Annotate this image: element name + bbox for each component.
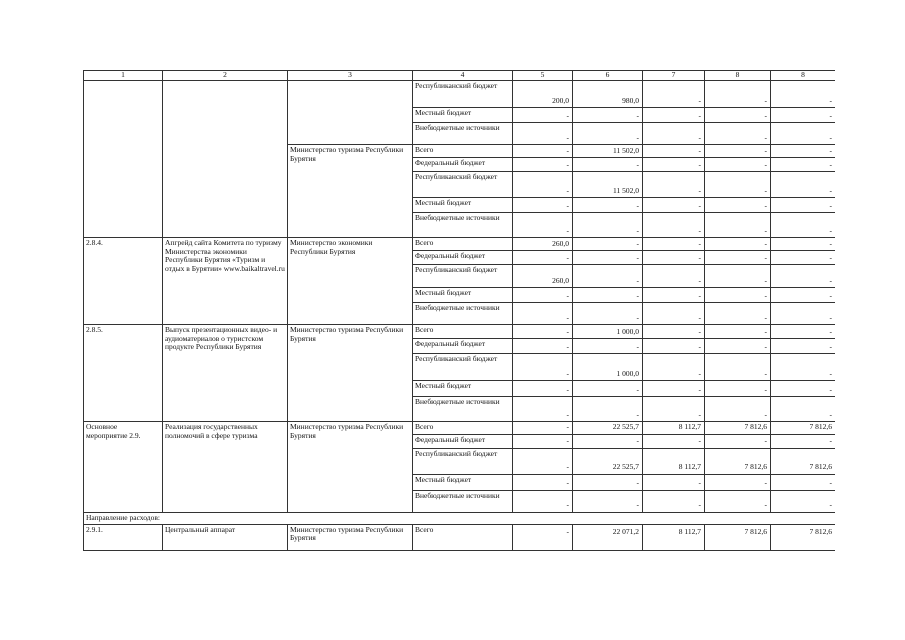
amount-cell: 22 525,7: [573, 448, 643, 474]
amount-cell: -: [513, 213, 573, 238]
measure-code: 2.8.5.: [84, 325, 163, 422]
amount-cell: -: [643, 238, 705, 251]
amount-cell: -: [705, 145, 771, 158]
amount-cell: -: [705, 474, 771, 490]
funding-source: Внебюджетные источники: [413, 490, 513, 512]
amount-cell: -: [771, 381, 836, 397]
amount-cell: -: [771, 213, 836, 238]
amount-cell: -: [771, 172, 836, 198]
amount-cell: -: [513, 123, 573, 145]
amount-cell: -: [705, 490, 771, 512]
amount-cell: -: [771, 303, 836, 325]
amount-cell: -: [513, 325, 573, 339]
amount-cell: -: [513, 198, 573, 213]
amount-cell: -: [771, 251, 836, 265]
amount-cell: 8 112,7: [643, 448, 705, 474]
amount-cell: -: [643, 381, 705, 397]
amount-cell: 8 112,7: [643, 524, 705, 550]
amount-cell: -: [771, 288, 836, 303]
responsible-org: Министерство экономики Республики Бурятия: [288, 238, 413, 325]
amount-cell: -: [643, 172, 705, 198]
amount-cell: -: [771, 108, 836, 123]
measure-name: Апгрейд сайта Комитета по туризму Министерства экономики Республики Бурятия «Туризм и отдых в Бурятии» www.baikaltravel.ru: [163, 238, 288, 325]
amount-cell: -: [643, 354, 705, 381]
amount-cell: -: [705, 354, 771, 381]
budget-table: [83, 70, 835, 551]
amount-cell: -: [771, 145, 836, 158]
amount-cell: -: [705, 198, 771, 213]
table-row: [84, 238, 836, 251]
amount-cell: -: [705, 339, 771, 354]
funding-source: Местный бюджет: [413, 108, 513, 123]
measure-name: Центральный аппарат: [163, 524, 288, 550]
column-number: 3: [288, 71, 413, 81]
amount-cell: -: [573, 381, 643, 397]
amount-cell: -: [771, 397, 836, 422]
amount-cell: 7 812,6: [705, 524, 771, 550]
section-label: Направление расходов:: [84, 512, 836, 524]
amount-cell: -: [513, 524, 573, 550]
amount-cell: -: [513, 158, 573, 172]
funding-source: Республиканский бюджет: [413, 172, 513, 198]
amount-cell: -: [705, 434, 771, 448]
amount-cell: 22 525,7: [573, 422, 643, 435]
amount-cell: -: [513, 303, 573, 325]
amount-cell: 260,0: [513, 238, 573, 251]
amount-cell: 11 502,0: [573, 145, 643, 158]
amount-cell: -: [643, 123, 705, 145]
responsible-org: [288, 81, 413, 145]
amount-cell: 8 112,7: [643, 422, 705, 435]
amount-cell: -: [643, 303, 705, 325]
amount-cell: -: [643, 251, 705, 265]
funding-source: Федеральный бюджет: [413, 158, 513, 172]
amount-cell: -: [513, 490, 573, 512]
amount-cell: -: [643, 397, 705, 422]
amount-cell: -: [643, 145, 705, 158]
funding-source: Внебюджетные источники: [413, 303, 513, 325]
funding-source: Местный бюджет: [413, 288, 513, 303]
amount-cell: 980,0: [573, 81, 643, 108]
amount-cell: -: [705, 108, 771, 123]
funding-source: Всего: [413, 422, 513, 435]
amount-cell: -: [643, 434, 705, 448]
column-number: 2: [163, 71, 288, 81]
amount-cell: -: [771, 81, 836, 108]
amount-cell: -: [643, 490, 705, 512]
amount-cell: -: [573, 123, 643, 145]
amount-cell: -: [643, 213, 705, 238]
amount-cell: -: [705, 158, 771, 172]
column-number: 1: [84, 71, 163, 81]
amount-cell: -: [705, 288, 771, 303]
column-number: 8: [771, 71, 836, 81]
amount-cell: -: [513, 397, 573, 422]
amount-cell: -: [643, 158, 705, 172]
funding-source: Всего: [413, 238, 513, 251]
amount-cell: -: [513, 288, 573, 303]
column-number: 8: [705, 71, 771, 81]
funding-source: Местный бюджет: [413, 381, 513, 397]
amount-cell: -: [513, 354, 573, 381]
amount-cell: -: [771, 434, 836, 448]
amount-cell: -: [705, 81, 771, 108]
amount-cell: -: [573, 397, 643, 422]
amount-cell: -: [705, 172, 771, 198]
column-number-row: [84, 71, 836, 81]
column-number: 6: [573, 71, 643, 81]
amount-cell: -: [573, 238, 643, 251]
amount-cell: -: [705, 238, 771, 251]
measure-code: 2.8.4.: [84, 238, 163, 325]
amount-cell: 22 071,2: [573, 524, 643, 550]
amount-cell: -: [771, 474, 836, 490]
amount-cell: -: [573, 158, 643, 172]
amount-cell: -: [643, 339, 705, 354]
funding-source: Внебюджетные источники: [413, 213, 513, 238]
responsible-org: Министерство туризма Республики Бурятия: [288, 422, 413, 513]
amount-cell: -: [771, 354, 836, 381]
funding-source: Местный бюджет: [413, 474, 513, 490]
amount-cell: 7 812,6: [771, 448, 836, 474]
amount-cell: 7 812,6: [705, 422, 771, 435]
amount-cell: -: [573, 490, 643, 512]
amount-cell: -: [573, 265, 643, 288]
amount-cell: -: [705, 251, 771, 265]
responsible-org: Министерство туризма Республики Бурятия: [288, 524, 413, 550]
amount-cell: -: [705, 265, 771, 288]
amount-cell: -: [771, 490, 836, 512]
amount-cell: -: [705, 213, 771, 238]
amount-cell: -: [643, 325, 705, 339]
amount-cell: -: [771, 158, 836, 172]
amount-cell: -: [513, 251, 573, 265]
measure-code: 2.9.1.: [84, 524, 163, 550]
amount-cell: -: [705, 325, 771, 339]
amount-cell: -: [771, 265, 836, 288]
table-row: [84, 422, 836, 435]
amount-cell: 7 812,6: [705, 448, 771, 474]
funding-source: Всего: [413, 524, 513, 550]
amount-cell: 7 812,6: [771, 422, 836, 435]
funding-source: Республиканский бюджет: [413, 448, 513, 474]
amount-cell: -: [573, 474, 643, 490]
amount-cell: -: [643, 108, 705, 123]
amount-cell: -: [513, 422, 573, 435]
amount-cell: -: [643, 198, 705, 213]
table-row: [84, 524, 836, 550]
amount-cell: 1 000,0: [573, 354, 643, 381]
amount-cell: 260,0: [513, 265, 573, 288]
funding-source: Внебюджетные источники: [413, 397, 513, 422]
amount-cell: -: [643, 474, 705, 490]
amount-cell: -: [573, 251, 643, 265]
responsible-org: Министерство туризма Республики Бурятия: [288, 325, 413, 422]
amount-cell: -: [643, 288, 705, 303]
amount-cell: -: [771, 238, 836, 251]
funding-source: Республиканский бюджет: [413, 81, 513, 108]
column-number: 4: [413, 71, 513, 81]
amount-cell: -: [513, 172, 573, 198]
amount-cell: 7 812,6: [771, 524, 836, 550]
amount-cell: -: [513, 448, 573, 474]
amount-cell: -: [573, 303, 643, 325]
amount-cell: -: [705, 381, 771, 397]
funding-source: Всего: [413, 325, 513, 339]
amount-cell: 200,0: [513, 81, 573, 108]
amount-cell: -: [573, 339, 643, 354]
amount-cell: -: [513, 474, 573, 490]
measure-code: [84, 81, 163, 238]
funding-source: Внебюджетные источники: [413, 123, 513, 145]
measure-code: Основное мероприятие 2.9.: [84, 422, 163, 513]
funding-source: Всего: [413, 145, 513, 158]
table-row: [84, 325, 836, 339]
section-label-row: [84, 512, 836, 524]
amount-cell: -: [573, 198, 643, 213]
funding-source: Республиканский бюджет: [413, 354, 513, 381]
amount-cell: -: [705, 397, 771, 422]
column-number: 7: [643, 71, 705, 81]
measure-name: [163, 81, 288, 238]
funding-source: Федеральный бюджет: [413, 339, 513, 354]
funding-source: Местный бюджет: [413, 198, 513, 213]
amount-cell: -: [771, 123, 836, 145]
amount-cell: -: [573, 213, 643, 238]
amount-cell: -: [513, 434, 573, 448]
funding-source: Федеральный бюджет: [413, 251, 513, 265]
measure-name: Реализация государственных полномочий в сфере туризма: [163, 422, 288, 513]
column-number: 5: [513, 71, 573, 81]
amount-cell: -: [643, 265, 705, 288]
funding-source: Республиканский бюджет: [413, 265, 513, 288]
amount-cell: -: [705, 303, 771, 325]
amount-cell: -: [573, 108, 643, 123]
amount-cell: -: [513, 339, 573, 354]
amount-cell: -: [643, 81, 705, 108]
funding-source: Федеральный бюджет: [413, 434, 513, 448]
amount-cell: -: [771, 339, 836, 354]
table-row: [84, 81, 836, 108]
amount-cell: -: [513, 381, 573, 397]
amount-cell: -: [513, 108, 573, 123]
amount-cell: -: [513, 145, 573, 158]
amount-cell: -: [573, 434, 643, 448]
responsible-org: Министерство туризма Республики Бурятия: [288, 145, 413, 238]
measure-name: Выпуск презентационных видео- и аудиоматериалов о туристском продукте Республики Бурятия: [163, 325, 288, 422]
amount-cell: -: [705, 123, 771, 145]
amount-cell: 11 502,0: [573, 172, 643, 198]
amount-cell: -: [573, 288, 643, 303]
amount-cell: -: [771, 198, 836, 213]
budget-table-page: [83, 70, 835, 566]
amount-cell: 1 000,0: [573, 325, 643, 339]
amount-cell: -: [771, 325, 836, 339]
